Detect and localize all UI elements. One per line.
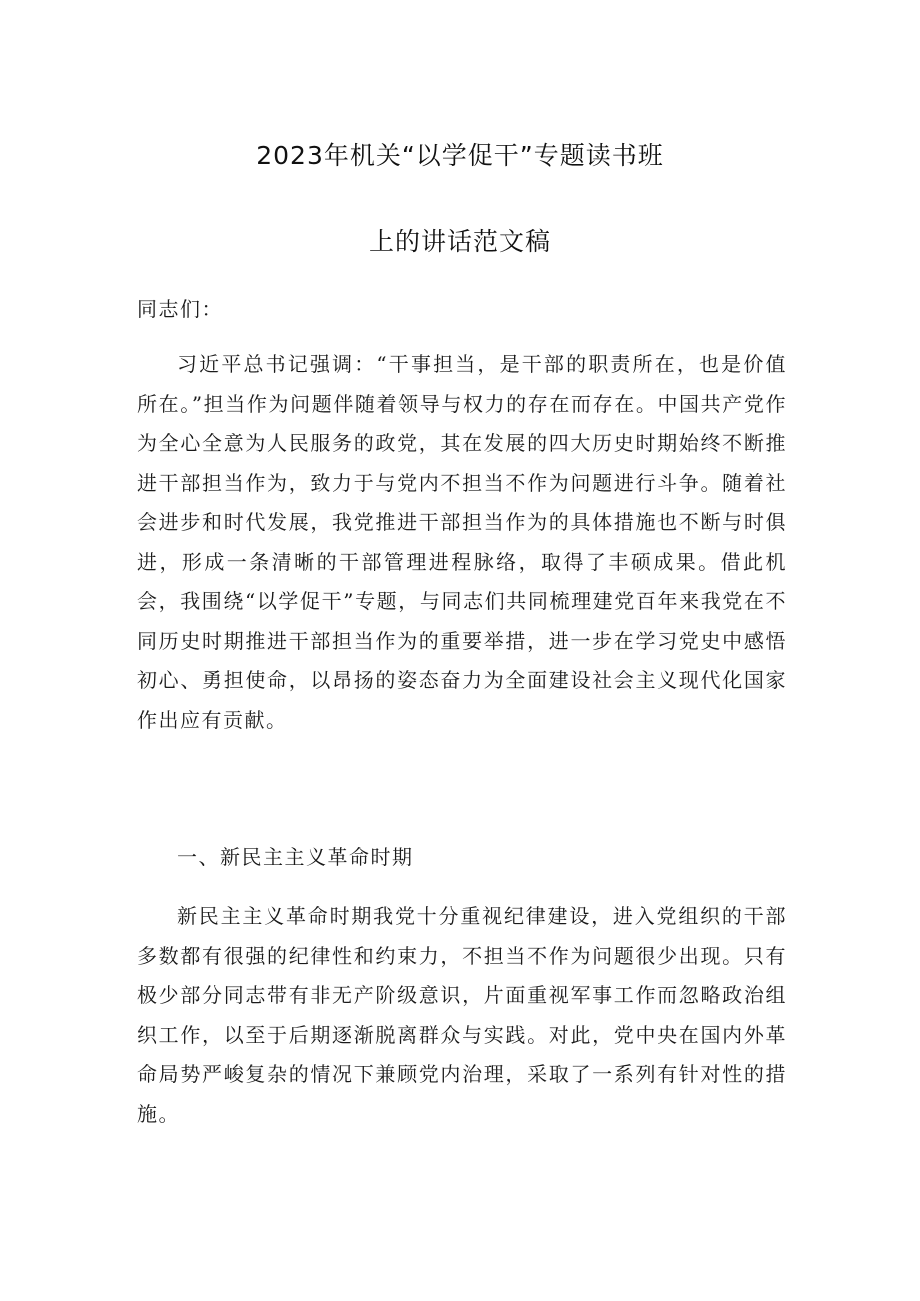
body-paragraph-2: 新民主主义革命时期我党十分重视纪律建设，进入党组织的干部多数都有很强的纪律性和约束力，不担当不作为问题很少出现。只有极少部分同志带有非无产阶级意识，片面重视军事工作而忽略政治组织工作，以至于后期逐渐脱离群众与实践。对此，党中央在国内外革命局势严峻复杂的情况下兼顾党内治理，采取了一系列有针对性的措施。 <box>137 904 787 1126</box>
salutation: 同志们： <box>137 297 223 321</box>
document-title-line-2: 上的讲话范文稿 <box>368 227 551 256</box>
body-paragraph-1: 习近平总书记强调：“干事担当，是干部的职责所在，也是价值所在。”担当作为问题伴随着领导与权力的存在而存在。中国共产党作为全心全意为人民服务的政党，其在发展的四大历史时期始终不断推进干部担当作为，致力于与党内不担当不作为问题进行斗争。随着社会进步和时代发展，我党推进干部担当作为的具体措施也不断与时俱进，形成一条清晰的干部管理进程脉络，取得了丰硕成果。借此机会，我围绕“以学促干”专题，与同志们共同梳理建党百年来我党在不同历史时期推进干部担当作为的重要举措，进一步在学习党史中感悟初心、勇担使命，以昂扬的姿态奋力为全面建设社会主义现代化国家作出应有贡献。 <box>137 352 787 732</box>
section-heading-1: 一、新民主主义革命时期 <box>177 845 414 869</box>
document-title-line-1: 2023年机关“以学促干”专题读书班 <box>256 141 664 170</box>
